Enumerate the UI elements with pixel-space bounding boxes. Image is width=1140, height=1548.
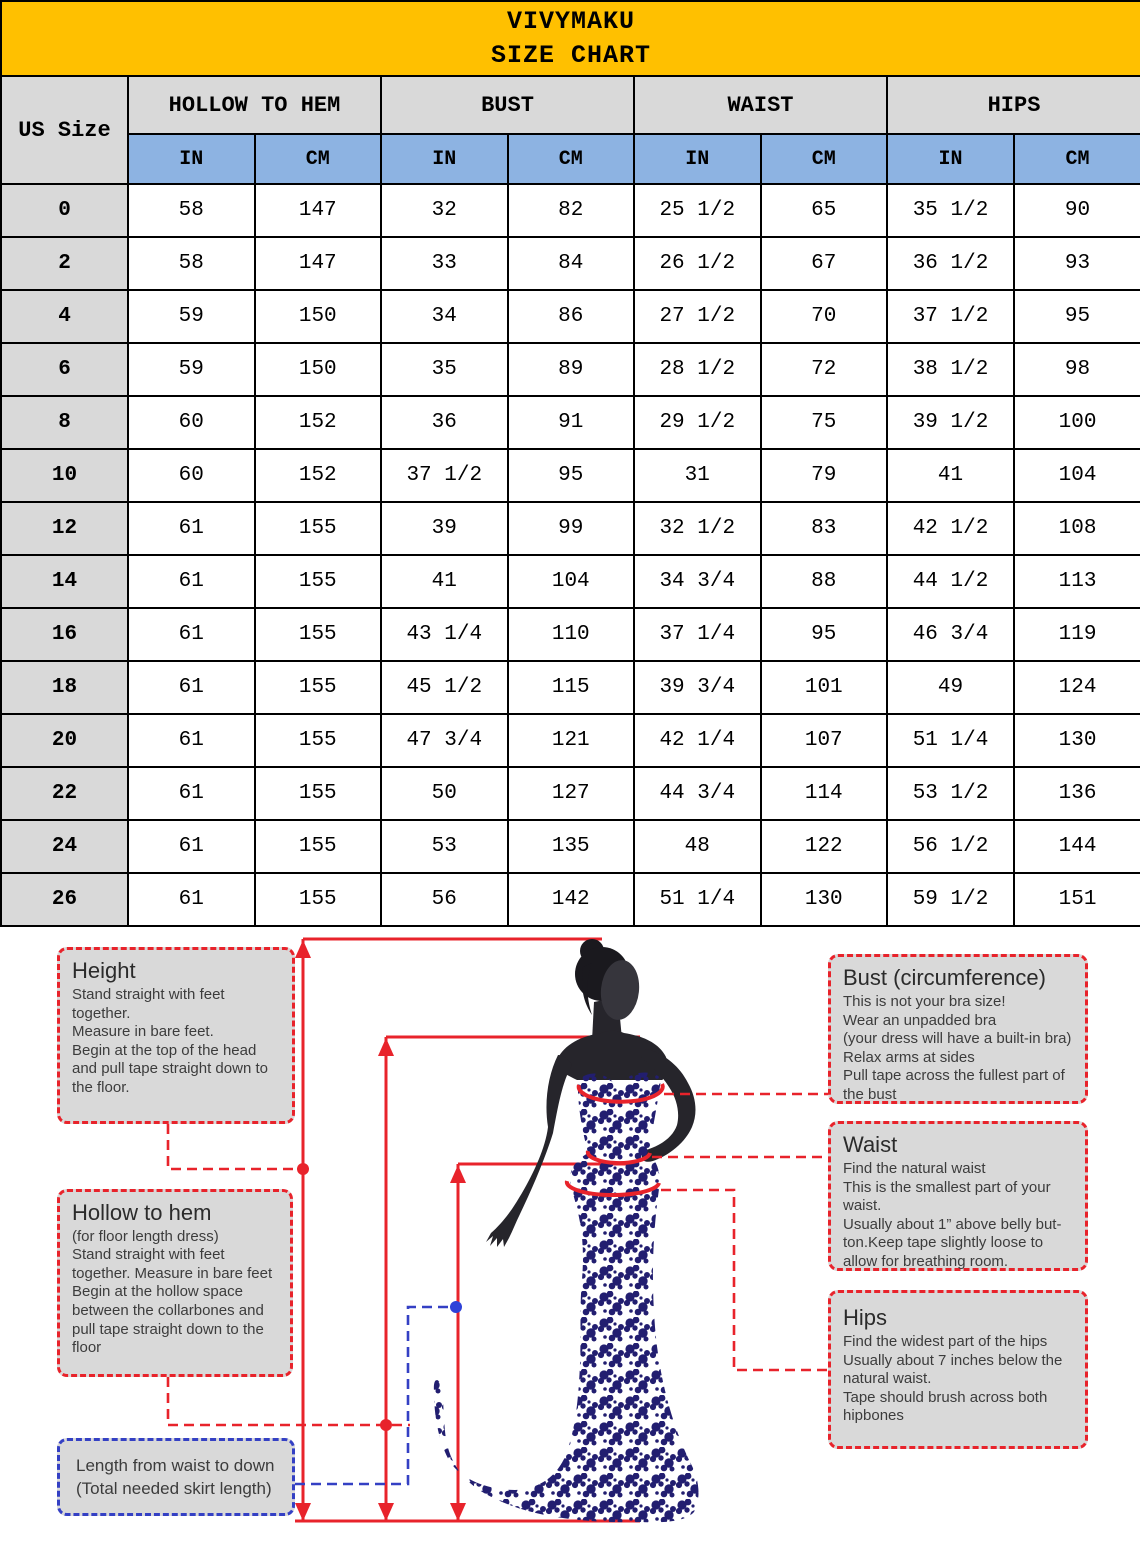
- height-note-box: [57, 947, 295, 1124]
- us-size-cell: 4: [1, 290, 128, 343]
- size-row: [1, 290, 1140, 343]
- measurement-cell: 60: [128, 396, 255, 449]
- measurement-cell: 61: [128, 873, 255, 926]
- unit-cm: CM: [761, 134, 888, 184]
- size-row: [1, 820, 1140, 873]
- waist-note-title: Waist: [843, 1132, 898, 1157]
- box-text-line: Stand straight with feet together.: [72, 986, 225, 1022]
- measurement-cell: 152: [255, 449, 382, 502]
- measurement-cell: 35: [381, 343, 508, 396]
- size-row: [1, 396, 1140, 449]
- hips-box-connector: [661, 1190, 828, 1370]
- box-text-line: Length from waist to down: [76, 1456, 275, 1475]
- size-row: [1, 502, 1140, 555]
- measurement-cell: 44 3/4: [634, 767, 761, 820]
- arrow-down-1: [295, 1503, 311, 1521]
- measurement-cell: 51 1/4: [634, 873, 761, 926]
- box-text-line: Tape should brush across both hipbones: [843, 1388, 1048, 1425]
- measurement-cell: 89: [508, 343, 635, 396]
- box-text-line: Usually about 1” above belly but-ton.Keep tape slightly loose to allow for breathing room.: [843, 1215, 1062, 1270]
- size-row: [1, 873, 1140, 926]
- measurement-cell: 93: [1014, 237, 1140, 290]
- measurement-cell: 130: [1014, 714, 1140, 767]
- unit-cm: CM: [255, 134, 382, 184]
- measurement-cell: 72: [761, 343, 888, 396]
- box-text-line: (Total needed skirt length): [76, 1478, 272, 1498]
- measurement-cell: 37 1/2: [381, 449, 508, 502]
- waist-note-box: [828, 1121, 1088, 1271]
- us-size-cell: 0: [1, 184, 128, 237]
- measurement-cell: 56: [381, 873, 508, 926]
- box-text-line: Stand straight with feet together. Measure in bare feet: [72, 1246, 273, 1282]
- measurement-cell: 136: [1014, 767, 1140, 820]
- measurement-cell: 58: [128, 237, 255, 290]
- measurement-cell: 41: [887, 449, 1014, 502]
- us-size-cell: 24: [1, 820, 128, 873]
- us-size-cell: 6: [1, 343, 128, 396]
- measurement-cell: 110: [508, 608, 635, 661]
- measurement-cell: 104: [1014, 449, 1140, 502]
- measurement-cell: 53 1/2: [887, 767, 1014, 820]
- measurement-cell: 122: [761, 820, 888, 873]
- size-row: [1, 343, 1140, 396]
- unit-in: IN: [887, 134, 1014, 184]
- measurement-cell: 152: [255, 396, 382, 449]
- measurement-cell: 32: [381, 184, 508, 237]
- measurement-cell: 53: [381, 820, 508, 873]
- size-row: [1, 767, 1140, 820]
- hollow-box-connector: [168, 1377, 410, 1425]
- measurement-cell: 59: [128, 343, 255, 396]
- measurement-cell: 83: [761, 502, 888, 555]
- arrow-down-2: [378, 1503, 394, 1521]
- size-row: [1, 714, 1140, 767]
- arrow-up-3: [450, 1165, 466, 1183]
- group-header-row: [1, 76, 1140, 134]
- measurement-cell: 61: [128, 714, 255, 767]
- measurement-cell: 27 1/2: [634, 290, 761, 343]
- unit-cm: CM: [508, 134, 635, 184]
- unit-in: IN: [128, 134, 255, 184]
- measurement-cell: 144: [1014, 820, 1140, 873]
- measurement-cell: 130: [761, 873, 888, 926]
- measurement-cell: 46 3/4: [887, 608, 1014, 661]
- measurement-cell: 48: [634, 820, 761, 873]
- box-text-line: Relax arms at sides: [843, 1048, 975, 1066]
- measurement-cell: 61: [128, 820, 255, 873]
- box-text-line: Begin at the top of the head and pull tape straight down to the floor.: [72, 1041, 268, 1096]
- left-arm: [486, 1055, 572, 1247]
- measurement-cell: 49: [887, 661, 1014, 714]
- measurement-cell: 65: [761, 184, 888, 237]
- measurement-cell: 61: [128, 608, 255, 661]
- waist-note-lines: [843, 1160, 1073, 1272]
- measurement-cell: 38 1/2: [887, 343, 1014, 396]
- measurement-cell: 155: [255, 555, 382, 608]
- hollow-note-subtitle: (for floor length dress): [72, 1228, 219, 1245]
- skirt-length-note-box: [57, 1438, 295, 1516]
- size-table-body: [1, 184, 1140, 926]
- measurement-cell: 90: [1014, 184, 1140, 237]
- brand-band: [1, 1, 1140, 76]
- measurement-cell: 151: [1014, 873, 1140, 926]
- measurement-cell: 35 1/2: [887, 184, 1014, 237]
- us-size-cell: 12: [1, 502, 128, 555]
- measurement-cell: 61: [128, 661, 255, 714]
- box-text-line: Measure in bare feet.: [72, 1023, 214, 1041]
- skirt-length-connector: [295, 1307, 452, 1484]
- measurement-cell: 84: [508, 237, 635, 290]
- height-note-title: Height: [72, 958, 136, 983]
- measurement-cell: 37 1/2: [887, 290, 1014, 343]
- box-text-line: This is not your bra size!: [843, 993, 1006, 1010]
- measurement-cell: 42 1/4: [634, 714, 761, 767]
- us-size-cell: 16: [1, 608, 128, 661]
- measurement-cell: 108: [1014, 502, 1140, 555]
- measurement-cell: 91: [508, 396, 635, 449]
- skirt-note-lines: [72, 1455, 280, 1501]
- us-size-cell: 26: [1, 873, 128, 926]
- measurement-cell: 155: [255, 767, 382, 820]
- measurement-cell: 41: [381, 555, 508, 608]
- measurement-cell: 82: [508, 184, 635, 237]
- measurement-cell: 150: [255, 343, 382, 396]
- measurement-cell: 115: [508, 661, 635, 714]
- bust-note-box: [828, 954, 1088, 1104]
- arrow-down-3: [450, 1503, 466, 1521]
- us-size-cell: 2: [1, 237, 128, 290]
- measurement-cell: 70: [761, 290, 888, 343]
- measurement-cell: 150: [255, 290, 382, 343]
- measurement-cell: 114: [761, 767, 888, 820]
- measurement-cell: 155: [255, 820, 382, 873]
- unit-cm: CM: [1014, 134, 1140, 184]
- measurement-cell: 36: [381, 396, 508, 449]
- size-row: [1, 237, 1140, 290]
- measurement-cell: 155: [255, 502, 382, 555]
- us-size-header: US Size: [1, 76, 128, 184]
- measurement-cell: 155: [255, 661, 382, 714]
- us-size-cell: 20: [1, 714, 128, 767]
- measurement-cell: 61: [128, 502, 255, 555]
- measurement-cell: 113: [1014, 555, 1140, 608]
- measurement-cell: 59 1/2: [887, 873, 1014, 926]
- box-text-line: (your dress will have a built-in bra): [843, 1030, 1072, 1048]
- measurement-cell: 25 1/2: [634, 184, 761, 237]
- chart-title: SIZE CHART: [491, 40, 652, 70]
- measurement-cell: 50: [381, 767, 508, 820]
- measurement-cell: 147: [255, 237, 382, 290]
- measurement-cell: 32 1/2: [634, 502, 761, 555]
- arrow-up-1: [295, 940, 311, 958]
- measurement-cell: 121: [508, 714, 635, 767]
- bust-note-title: Bust (circumference): [843, 965, 1046, 990]
- model-figure: [434, 939, 699, 1522]
- measurement-cell: 51 1/4: [887, 714, 1014, 767]
- measurement-cell: 88: [761, 555, 888, 608]
- measurement-cell: 86: [508, 290, 635, 343]
- measurement-cell: 61: [128, 555, 255, 608]
- measurement-cell: 33: [381, 237, 508, 290]
- hollow-junction-dot: [380, 1419, 392, 1431]
- box-text-line: This is the smallest part of your waist.: [843, 1178, 1051, 1215]
- hollow-note-lines: [72, 1246, 278, 1358]
- box-text-line: Pull tape across the fullest part of the bust: [843, 1067, 1065, 1103]
- measurement-cell: 43 1/4: [381, 608, 508, 661]
- height-junction-dot: [297, 1163, 309, 1175]
- us-size-cell: 14: [1, 555, 128, 608]
- measurement-cell: 26 1/2: [634, 237, 761, 290]
- measurement-cell: 142: [508, 873, 635, 926]
- hips-note-box: [828, 1290, 1088, 1449]
- brand-row: [1, 1, 1140, 76]
- measurement-cell: 39 3/4: [634, 661, 761, 714]
- measurement-cell: 34 3/4: [634, 555, 761, 608]
- size-row: [1, 449, 1140, 502]
- size-row: [1, 608, 1140, 661]
- measurement-cell: 95: [508, 449, 635, 502]
- measurement-cell: 127: [508, 767, 635, 820]
- brand-title: VIVYMAKU: [507, 6, 636, 36]
- measurement-cell: 59: [128, 290, 255, 343]
- unit-header-row: [1, 134, 1140, 184]
- measurement-cell: 36 1/2: [887, 237, 1014, 290]
- us-size-cell: 8: [1, 396, 128, 449]
- measurement-cell: 75: [761, 396, 888, 449]
- measurement-cell: 39: [381, 502, 508, 555]
- measurement-cell: 37 1/4: [634, 608, 761, 661]
- measurement-cell: 61: [128, 767, 255, 820]
- measurement-cell: 34: [381, 290, 508, 343]
- measurement-cell: 155: [255, 873, 382, 926]
- bust-header: BUST: [381, 76, 634, 134]
- measurement-cell: 104: [508, 555, 635, 608]
- waist-header: WAIST: [634, 76, 887, 134]
- measurement-cell: 124: [1014, 661, 1140, 714]
- bust-note-lines: [843, 993, 1073, 1105]
- measurement-cell: 101: [761, 661, 888, 714]
- measurement-cell: 67: [761, 237, 888, 290]
- hollow-to-hem-header: HOLLOW TO HEM: [128, 76, 381, 134]
- measurement-cell: 47 3/4: [381, 714, 508, 767]
- measurement-cell: 79: [761, 449, 888, 502]
- height-note-lines: [72, 986, 280, 1098]
- measurement-cell: 99: [508, 502, 635, 555]
- measurement-cell: 98: [1014, 343, 1140, 396]
- hips-note-title: Hips: [843, 1305, 888, 1330]
- measurement-cell: 95: [761, 608, 888, 661]
- box-text-line: Find the widest part of the hips: [843, 1333, 1048, 1350]
- box-text-line: Usually about 7 inches below the natural waist.: [843, 1351, 1063, 1388]
- us-size-cell: 10: [1, 449, 128, 502]
- measurement-cell: 31: [634, 449, 761, 502]
- measurement-cell: 58: [128, 184, 255, 237]
- size-row: [1, 184, 1140, 237]
- measurement-cell: 100: [1014, 396, 1140, 449]
- hips-note-lines: [843, 1333, 1073, 1426]
- measurement-cell: 39 1/2: [887, 396, 1014, 449]
- measure-guide-diagram: [0, 927, 1140, 1545]
- size-row: [1, 661, 1140, 714]
- unit-in: IN: [381, 134, 508, 184]
- measurement-cell: 135: [508, 820, 635, 873]
- height-box-connector: [168, 1124, 303, 1169]
- box-text-line: Wear an unpadded bra: [843, 1011, 997, 1029]
- measurement-cell: 28 1/2: [634, 343, 761, 396]
- measurement-cell: 45 1/2: [381, 661, 508, 714]
- hips-header: HIPS: [887, 76, 1140, 134]
- measurement-cell: 147: [255, 184, 382, 237]
- hollow-to-hem-note-box: [57, 1189, 293, 1377]
- box-text-line: Find the natural waist: [843, 1160, 986, 1177]
- measurement-cell: 155: [255, 714, 382, 767]
- measurement-cell: 107: [761, 714, 888, 767]
- box-text-line: Begin at the hollow space between the collarbones and pull tape straight down to the floor: [72, 1283, 264, 1357]
- skirt-junction-dot: [450, 1301, 462, 1313]
- measurement-cell: 42 1/2: [887, 502, 1014, 555]
- measurement-cell: 56 1/2: [887, 820, 1014, 873]
- measurement-cell: 95: [1014, 290, 1140, 343]
- measurement-cell: 29 1/2: [634, 396, 761, 449]
- size-row: [1, 555, 1140, 608]
- us-size-cell: 22: [1, 767, 128, 820]
- unit-in: IN: [634, 134, 761, 184]
- hollow-note-title: Hollow to hem: [72, 1200, 212, 1225]
- measurement-cell: 155: [255, 608, 382, 661]
- measurement-cell: 60: [128, 449, 255, 502]
- measurement-cell: 44 1/2: [887, 555, 1014, 608]
- arrow-up-2: [378, 1038, 394, 1056]
- gown: [434, 1072, 699, 1522]
- us-size-cell: 18: [1, 661, 128, 714]
- measurement-cell: 119: [1014, 608, 1140, 661]
